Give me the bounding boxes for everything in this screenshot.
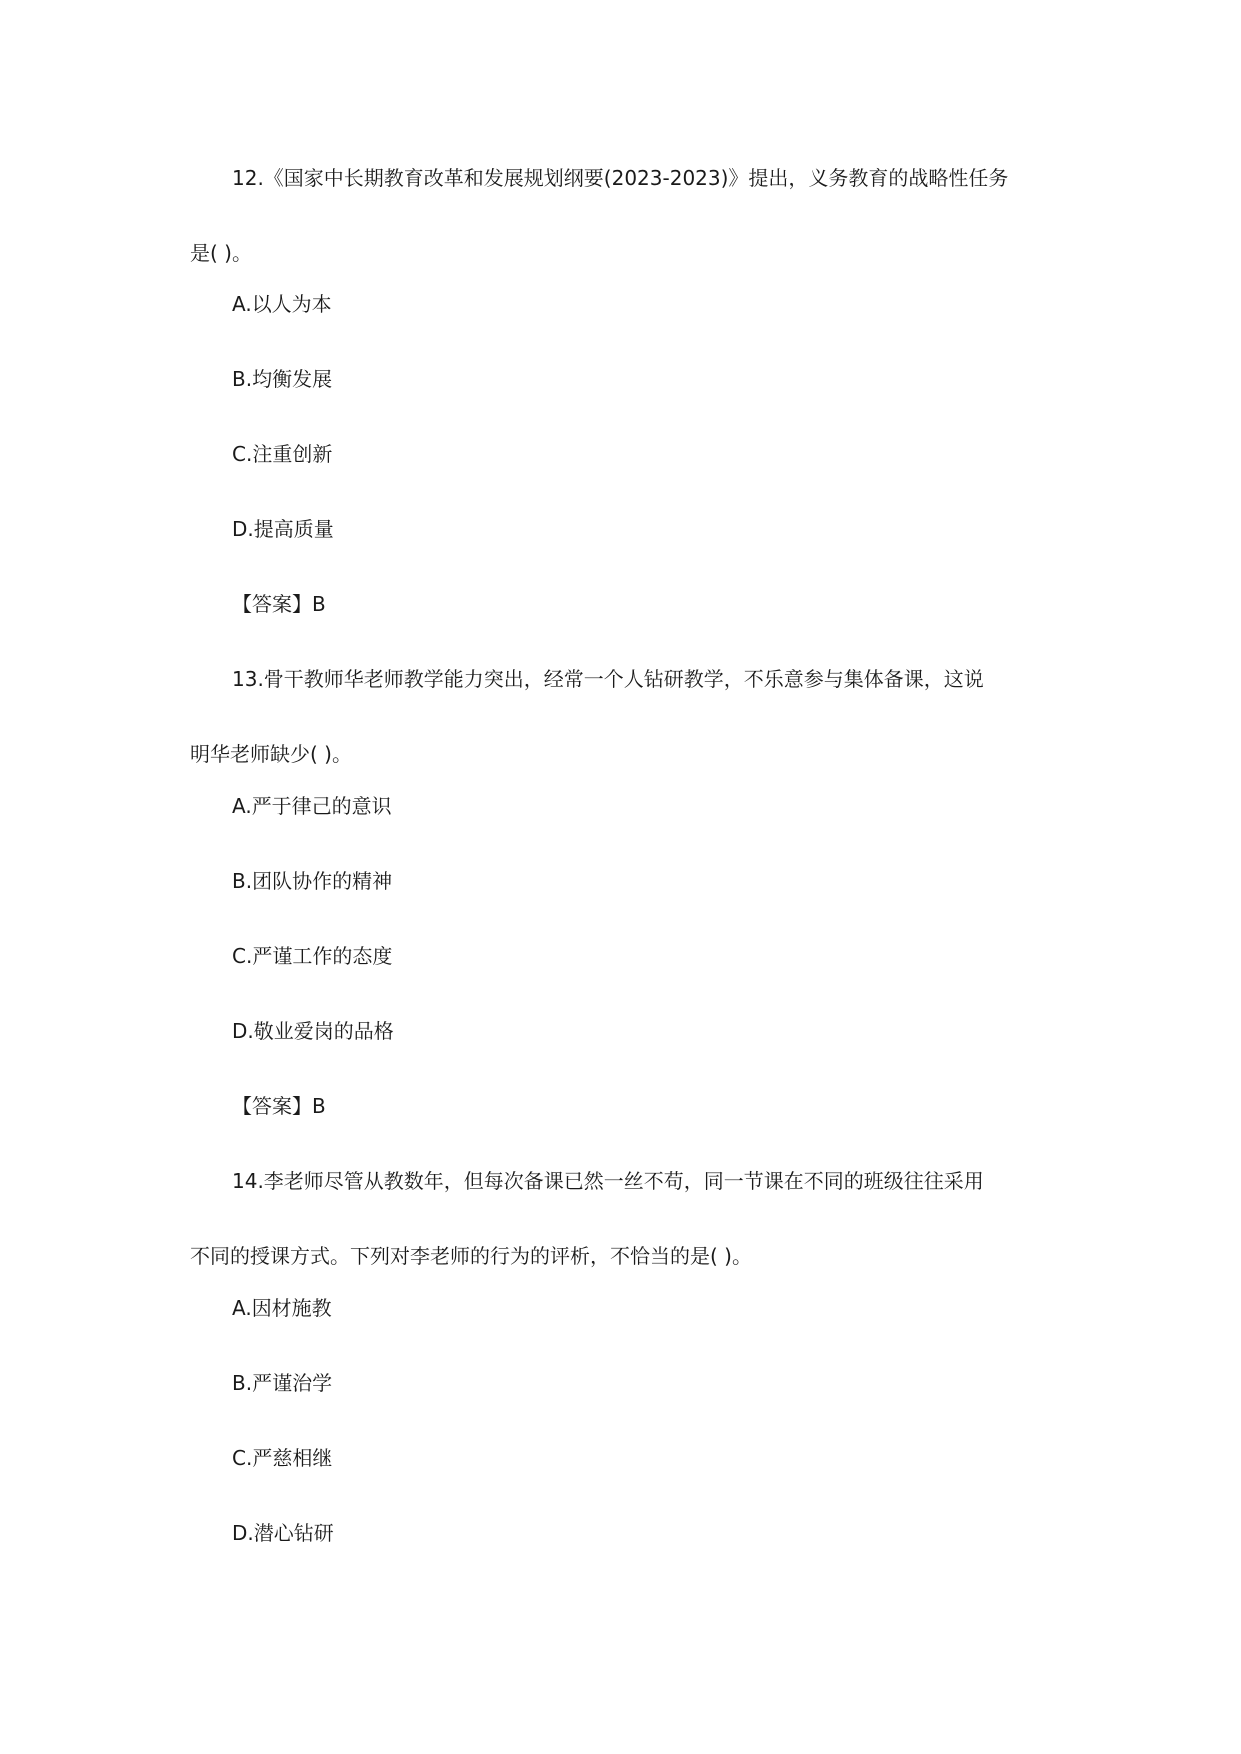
option-d: D.潜心钻研: [232, 1521, 334, 1545]
option-a: A.以人为本: [232, 292, 332, 316]
answer-line: 【答案】B: [232, 592, 326, 616]
question-stem-line: 不同的授课方式。下列对李老师的行为的评析，不恰当的是( )。: [190, 1244, 752, 1268]
question-stem-line: 13.骨干教师华老师教学能力突出，经常一个人钻研教学，不乐意参与集体备课，这说: [232, 667, 984, 691]
question-stem-line: 12.《国家中长期教育改革和发展规划纲要(2023-2023)》提出，义务教育的战略性任务: [232, 166, 1009, 190]
option-c: C.注重创新: [232, 442, 333, 466]
option-c: C.严慈相继: [232, 1446, 333, 1470]
option-a: A.严于律己的意识: [232, 794, 392, 818]
question-stem-line: 14.李老师尽管从教数年，但每次备课已然一丝不苟，同一节课在不同的班级往往采用: [232, 1169, 984, 1193]
option-d: D.提高质量: [232, 517, 334, 541]
option-c: C.严谨工作的态度: [232, 944, 393, 968]
question-12: [190, 150, 1060, 281]
option-b: B.严谨治学: [232, 1371, 333, 1395]
option-b: B.均衡发展: [232, 367, 333, 391]
question-13: [190, 651, 1060, 782]
question-stem-line: 明华老师缺少( )。: [190, 742, 352, 766]
answer-line: 【答案】B: [232, 1094, 326, 1118]
question-stem-line: 是( )。: [190, 241, 252, 265]
option-d: D.敬业爱岗的品格: [232, 1019, 394, 1043]
option-a: A.因材施教: [232, 1296, 332, 1320]
option-b: B.团队协作的精神: [232, 869, 393, 893]
question-14: [190, 1153, 1060, 1284]
